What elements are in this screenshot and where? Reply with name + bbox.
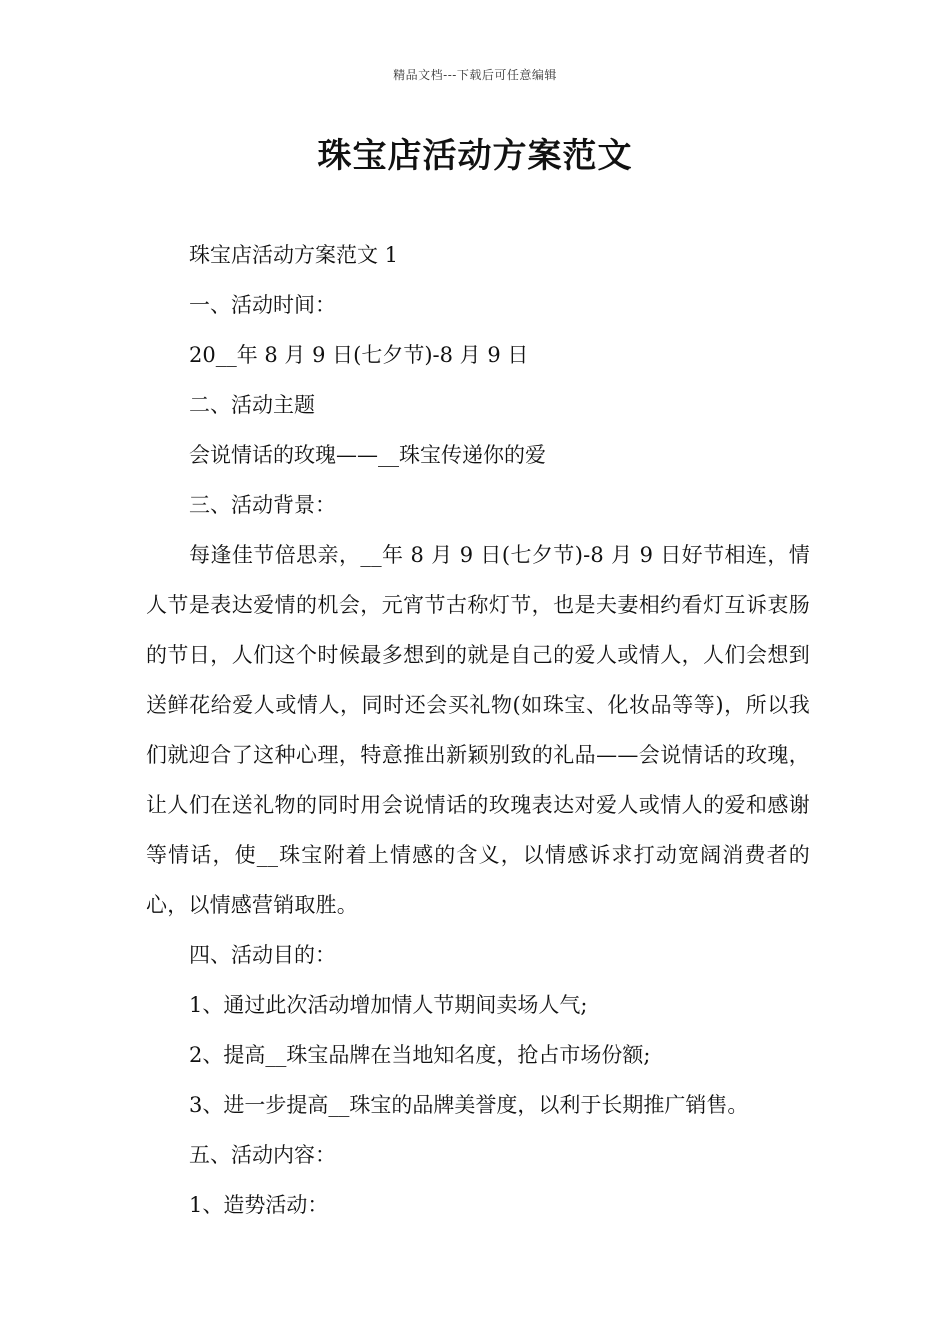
content-item: 1、造势活动：	[189, 1193, 329, 1217]
goal-item: 1、通过此次活动增加情人节期间卖场人气;	[189, 993, 588, 1017]
activity-theme-text: 会说情话的玫瑰——__珠宝传递你的爱	[189, 443, 546, 467]
section-heading-background: 三、活动背景：	[189, 493, 336, 517]
goal-item: 3、进一步提高__珠宝的品牌美誉度，以利于长期推广销售。	[189, 1093, 749, 1117]
section-heading-time: 一、活动时间：	[189, 293, 336, 317]
activity-time-text: 20__年 8 月 9 日(七夕节)-8 月 9 日	[189, 343, 529, 367]
header-note: 精品文档---下载后可任意编辑	[393, 68, 557, 82]
goal-item: 2、提高__珠宝品牌在当地知名度，抢占市场份额;	[189, 1043, 651, 1067]
section-heading-content: 五、活动内容：	[189, 1143, 336, 1167]
document-body	[146, 230, 810, 1230]
document-title: 珠宝店活动方案范文	[317, 136, 633, 176]
background-paragraph: 每逢佳节倍思亲，__年 8 月 9 日(七夕节)-8 月 9 日好节相连，情人节是表达爱情的机会，元宵节古称灯节，也是夫妻相约看灯互诉衷肠的节日，人们这个时候最多想到的就是自己的爱人或情人，人们会想到送鲜花给爱人或情人，同时还会买礼物(如珠宝、化妆品等等)，所以我们就迎合了这种心理，特意推出新颖别致的礼品——会说情话的玫瑰，让人们在送礼物的同时用会说情话的玫瑰表达对爱人或情人的爱和感谢等情话，使__珠宝附着上情感的含义，以情感诉求打动宽阔消费者的心，以情感营销取胜。	[146, 543, 810, 917]
section-heading-goals: 四、活动目的：	[189, 943, 336, 967]
section-heading-theme: 二、活动主题	[189, 393, 315, 417]
document-subtitle: 珠宝店活动方案范文 1	[189, 243, 399, 267]
